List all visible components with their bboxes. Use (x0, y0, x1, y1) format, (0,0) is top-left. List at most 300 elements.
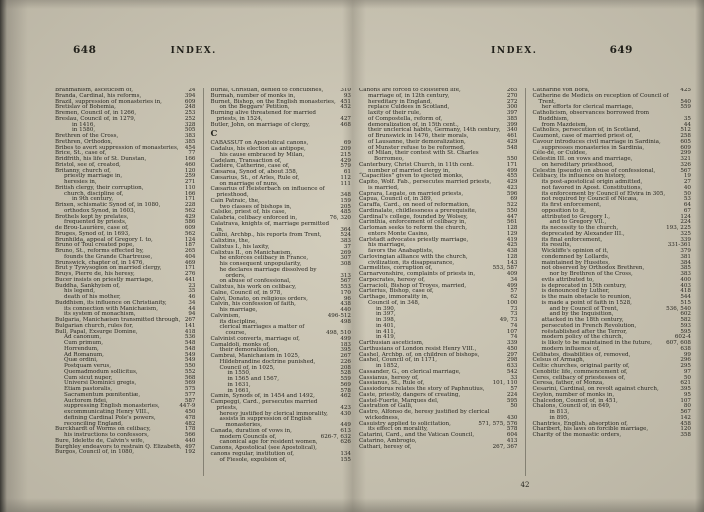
page-header-right (359, 44, 691, 58)
entry-text: its first enforcement, (541, 202, 602, 208)
entry-page-ref: 77 (188, 150, 196, 157)
entry-text: Cassander, G., on clerical marriage, (359, 368, 461, 375)
entry-page-ref: 515 (680, 299, 691, 306)
entry-text: in 398, (376, 317, 396, 323)
entry-text: in 895, (549, 414, 570, 421)
entry-page-ref: 96 (343, 295, 351, 302)
entry-text: his marriage, (368, 242, 406, 249)
entry-page-ref: 385 (184, 138, 196, 145)
entry-text: his consequent unpopularity, (219, 261, 302, 267)
entry-text: Branda, Cardinal, his reforms, (55, 92, 142, 99)
entry-text: Brunswick, chapter of, in 1476, (55, 259, 145, 266)
entry-page-ref: 183 (340, 341, 351, 348)
index-column-2 (203, 88, 352, 476)
entry-page-ref: 69 (510, 196, 518, 203)
entry-page-ref: 482 (184, 420, 196, 427)
entry-page-ref: 46 (188, 294, 196, 300)
entry-page-ref: 224 (680, 219, 691, 226)
entry-text: number of married clergy in, (368, 167, 451, 174)
entry-page-ref: 73 (510, 305, 518, 312)
entry-page-ref: 559 (340, 376, 351, 382)
entry-text: Casuistry applied to solicitation, (359, 420, 451, 427)
entry-page-ref: 609 (184, 98, 196, 105)
entry-text: Catherine de Medicis on reception of Council of Trent, (532, 92, 669, 105)
entry-page-ref: 595 (506, 397, 518, 404)
entry-text: Calatrava, knights of, marriage permitted in, (210, 220, 330, 233)
entry-text: Charibert, his laws on forcible marriage, (532, 426, 649, 433)
entry-text: Bruno of Toul created pope, (55, 242, 135, 249)
entry-text: death of his mother, (64, 294, 121, 300)
entry-page-ref: 61 (343, 169, 351, 175)
entry-page-ref: 331-361 (667, 242, 691, 249)
entry-page-ref: 607, 608 (666, 340, 691, 346)
entry-text: Calixtus, his work on celibacy, (210, 284, 297, 290)
entry-page-ref: 44 (188, 305, 196, 312)
entry-text: of Fiesole, expulsion of, (219, 456, 287, 463)
entry-page-ref: 110 (184, 184, 196, 191)
entry-page-ref: 267 (340, 353, 351, 359)
entry-page-ref: 449 (340, 422, 351, 428)
entry-page-ref: 540 (680, 98, 691, 105)
entry-text: Burghley endeavors to restrain Q. Elizabeth, (55, 443, 182, 450)
entry-page-ref: 458 (680, 420, 691, 427)
entry-page-ref: 447 (506, 213, 518, 220)
entry-page-ref: 313 (340, 272, 351, 279)
entry-text: Castration of Galli, (359, 403, 413, 410)
entry-page-ref: 208 (340, 364, 351, 371)
entry-text: Canada, duration of vows in, (210, 427, 292, 434)
entry-page-ref: 142 (680, 414, 691, 421)
entry-page-ref: 562 (184, 207, 196, 214)
entry-page-ref: 57 (510, 288, 518, 295)
entry-page-ref: 50 (683, 190, 691, 197)
entry-text: is married, (368, 184, 399, 191)
entry-text: assists in suppression of English monasteries, (219, 416, 312, 428)
entry-page-ref: 325 (680, 230, 691, 237)
entry-page-ref: 571, 575, 576 (478, 420, 518, 427)
entry-text: its necessity to the church, (541, 225, 619, 231)
entry-text: he enforces celibacy in France, (219, 255, 309, 262)
entry-page-ref: 497 (184, 443, 196, 450)
entry-page-ref: 120 (680, 426, 691, 433)
entry-text: is made a point of faith in 1528, (541, 299, 632, 306)
entry-page-ref: 559 (680, 104, 691, 111)
entry-text: Caprara, Legate, on married priests, (359, 190, 464, 197)
entry-text: Bulgaria, Manichæism transmitted through, (55, 317, 181, 323)
entry-page-ref: 53 (683, 196, 691, 203)
entry-page-ref: 536, 540 (666, 305, 691, 312)
entry-page-ref: 605 (680, 138, 691, 145)
entry-text: Brethren of the Cross, (55, 133, 119, 139)
entry-page-ref: 478 (184, 414, 196, 421)
entry-page-ref: 74 (510, 334, 518, 341)
entry-text: nor by Brethren of the Cross, (549, 271, 633, 277)
entry-page-ref: 423 (506, 184, 518, 191)
entry-page-ref: 328 (184, 121, 196, 128)
entry-text: Carmelites, corruption of, (359, 265, 433, 272)
entry-page-ref: 364 (340, 226, 351, 233)
entry-text: reconciling England, (64, 420, 123, 427)
entry-text: Burnet, Bishop, on the English monasteries, (210, 98, 336, 105)
entry-text: maintained by Hussites, (541, 259, 610, 266)
entry-text: Brothels kept by prelates, (55, 213, 129, 220)
entry-text: its final enforcement, (541, 236, 603, 243)
entry-text: Capito, Wolf. Fab., persecutes married priests, (359, 179, 492, 185)
entry-text: Etiam pastoralis, (64, 386, 113, 392)
index-entry (211, 458, 352, 464)
entry-page-ref: 93 (343, 92, 351, 99)
entry-text: in 813, (549, 409, 570, 415)
entry-page-ref: 155 (340, 456, 351, 463)
entry-text: church, discipline of, (64, 190, 124, 197)
entry-text: from Mazdeism, (541, 121, 588, 128)
entry-page-ref: 259 (184, 173, 196, 180)
entry-text: Cain Patraic, the, (210, 197, 260, 204)
entry-text: Carracioli, Bishop of Troyes, married, (359, 282, 467, 289)
entry-page-ref: 403 (680, 282, 691, 289)
entry-text: Bruys, Pierre de, his heresy, (55, 271, 135, 277)
entry-text: Carthusian asceticism, (359, 340, 424, 346)
entry-text: of Munster refuse to be reformed, (368, 144, 465, 151)
entry-page-ref: 430 (340, 410, 351, 417)
entry-text: in 1416, (72, 121, 96, 128)
entry-page-ref: 429 (184, 213, 196, 220)
entry-page-ref: 418 (184, 328, 196, 335)
entry-page-ref: 112 (340, 174, 351, 181)
entry-text: Catharine von Bora, (532, 88, 590, 93)
entry-page-ref: 97 (683, 368, 691, 375)
entry-text: is likely to be maintained in the future, (541, 340, 653, 346)
entry-page-ref: 23 (188, 282, 196, 289)
entry-text: and by the Inquisition, (549, 311, 614, 318)
entry-text: is denounced by Luther, (541, 288, 610, 295)
entry-text: favors the Anabaptists, (368, 248, 434, 254)
entry-text: is the main obstacle to reunion, (541, 294, 632, 300)
entry-text: Quæ ordini, (64, 357, 98, 364)
entry-page-ref: 505 (184, 127, 196, 134)
entry-text: Carlovingian alliance with the church, (359, 253, 468, 260)
entry-text: two classes of bishops in, (219, 203, 292, 210)
entry-text: in 1565 and 1567, (227, 376, 279, 382)
entry-text: on marriage of nuns, (219, 180, 279, 187)
entry-page-ref: 299 (680, 150, 691, 157)
entry-page-ref: 49, 73 (499, 317, 518, 323)
entry-text: Camaldoli, monks of, (210, 341, 270, 348)
entry-text: Carterius, Bishop, case of, (359, 288, 434, 295)
entry-text: its connection with Manichæism, (64, 305, 159, 312)
entry-page-ref: 567 (680, 409, 691, 415)
entry-page-ref: 438 (340, 301, 351, 308)
entry-page-ref: 124 (184, 236, 196, 243)
entry-page-ref: 429 (340, 157, 351, 164)
entry-text: Cesarini, Cardinal, on revolt against church, (532, 386, 659, 392)
entry-page-ref: 566 (184, 432, 196, 438)
entry-text: not observed by Orthodox Brethren, (541, 265, 645, 272)
entry-text: suppresses monasteries in Sardinia, (541, 144, 645, 151)
entry-page-ref: 348 (340, 192, 351, 198)
entry-page-ref: 253 (184, 110, 196, 116)
entry-page-ref: 252 (184, 115, 196, 122)
entry-page-ref: 413 (506, 437, 518, 444)
entry-page-ref: 383 (184, 133, 196, 139)
entry-text: Cambrai, Manichæism in 1025, (210, 353, 300, 359)
entry-text: its effect on morality, (368, 426, 428, 433)
entry-page-ref: 450 (506, 345, 518, 352)
entry-page-ref: 170 (340, 289, 351, 296)
entry-text: Cum sicut nuper, (64, 374, 113, 381)
entry-page-ref: 187 (184, 242, 196, 249)
entry-page-ref: 50 (683, 374, 691, 381)
entry-page-ref: 593 (680, 322, 691, 329)
entry-page-ref: 429 (506, 179, 518, 185)
entry-text: Ceres, celibacy of priestesses of, (532, 374, 626, 381)
entry-page-ref: 429 (506, 138, 518, 145)
entry-text: and to Gregory VII., (549, 219, 607, 226)
entry-page-ref: 468 (340, 121, 351, 128)
entry-text: Carthage, immorality in, (359, 294, 429, 300)
entry-text: Cadière, Catherine, case of, (210, 163, 290, 170)
entry-page-ref: 609 (184, 225, 196, 231)
entry-text: Camin, Synods of, in 1454 and 1492, (210, 393, 315, 400)
entry-text: British clergy, their corruption, (55, 184, 144, 191)
entry-text: Buddhism, its influence on Christianity, (55, 299, 167, 306)
index-entry (211, 111, 352, 123)
entry-page-ref: 522 (506, 202, 518, 208)
entry-text: his marriage, (219, 307, 258, 313)
entry-page-ref: 460 (184, 161, 196, 168)
entry-page-ref: 276 (184, 271, 196, 277)
entry-text: Buddha, Sankhyism of, (55, 282, 121, 289)
entry-text: Caraffa, Card., on need of reformation, (359, 202, 470, 208)
entry-page-ref: 552 (184, 368, 196, 375)
index-entry (533, 433, 692, 439)
entry-page-ref: 340 (506, 127, 518, 134)
index-entry (211, 400, 352, 412)
entry-page-ref: 425 (506, 242, 518, 249)
entry-text: in 1580, (72, 127, 96, 134)
entry-text: Chalons, Council of, in 649, (532, 403, 611, 410)
entry-text: Calixtins, the, (210, 238, 250, 244)
entry-text: Quemadmodum sollicitus, (64, 368, 138, 375)
entry-text: his legend, (64, 288, 95, 295)
entry-page-ref: 64 (683, 202, 691, 208)
entry-page-ref: 438 (506, 248, 518, 254)
entry-page-ref: 440 (184, 437, 196, 444)
entry-text: Cadalus, his election as antipope, (210, 146, 306, 152)
entry-text: in 419, (376, 334, 396, 341)
index-column-4 (525, 88, 692, 476)
entry-page-ref: 544 (680, 294, 691, 300)
entry-page-ref: 548 (506, 144, 518, 151)
entry-page-ref: 107 (506, 328, 518, 335)
entry-text: its results, (541, 242, 572, 249)
entry-page-ref: 270 (506, 92, 518, 99)
entry-page-ref: 548 (184, 345, 196, 352)
entry-text: not favored in Apost. Constitutions, (541, 184, 643, 191)
entry-text: Bulgarian church, rules for, (55, 322, 134, 329)
entry-text: Catholics, persecution of, in Scotland, (532, 127, 641, 134)
entry-page-ref: 50 (510, 403, 518, 410)
entry-page-ref: 447-9 (179, 403, 196, 410)
entry-text: canons regular, institution of, (210, 450, 295, 457)
entry-page-ref: 67 (683, 207, 691, 214)
entry-page-ref: 469 (184, 259, 196, 266)
entry-text: of Brunswick in 1476, their morals, (368, 133, 469, 139)
entry-page-ref: 418 (680, 288, 691, 295)
entry-page-ref: 575 (184, 386, 196, 392)
entry-page-ref: 267 (184, 317, 196, 323)
entry-page-ref: 440 (340, 307, 351, 313)
entry-text: is deprecated in 15th century, (541, 282, 627, 289)
entry-text: Cassiodorus relates the story of Paphnutius, (359, 386, 485, 392)
entry-text: Bruges, Synod of, in 1693, (55, 230, 131, 237)
entry-page-ref: 542 (506, 368, 518, 375)
entry-page-ref: 395 (680, 386, 691, 392)
entry-page-ref: 567 (680, 167, 691, 174)
entry-page-ref: 404 (184, 253, 196, 260)
entry-page-ref: 296 (680, 357, 691, 364)
entry-text: Cardinalate, childlessness a prerequisite, (359, 207, 477, 214)
entry-page-ref: 586 (184, 219, 196, 226)
entry-page-ref: 450 (184, 409, 196, 415)
entry-text: Celibacy, its influence on history, (532, 173, 626, 180)
entry-text: Cadelam, Transaction of, (210, 157, 282, 164)
entry-text: replace Culdees in Scotland, (368, 104, 450, 111)
entry-text: Bremen, Council of, in 1266, (55, 110, 137, 116)
entry-text: Burial, Christian, denied to concubines, (210, 88, 324, 93)
page-header-left (55, 44, 351, 58)
entry-text: Carpocrates, heresy of, (359, 276, 426, 283)
entry-page-ref: 272 (506, 98, 518, 105)
entry-page-ref: 399 (506, 121, 518, 128)
entry-text: evils attributed to, (541, 276, 594, 283)
entry-text: Canterbury, Christ Church, in 11th cent. (359, 161, 474, 168)
entry-text: Universi Dominici gregis, (64, 380, 137, 387)
entry-text: demoralization of, in 15th cent., (368, 121, 459, 128)
page-number-left: 648 (73, 44, 97, 56)
entry-text: Calixtus II., on Manichæism, (210, 249, 293, 256)
entry-page-ref: 269 (340, 249, 351, 256)
entry-text: Council of, in 1025, (219, 364, 275, 371)
entry-text: attacked in the 18th century, (541, 317, 624, 323)
page-number-right: 649 (609, 44, 633, 56)
entry-page-ref: 383 (680, 271, 691, 277)
entry-page-ref: 205 (340, 203, 351, 210)
entry-text: Cashel, Archbp. of, on children of bishops, (359, 351, 480, 358)
entry-text: Ceresa, father, of Monza, (532, 380, 604, 387)
entry-text: in 397, (376, 311, 396, 318)
entry-text: Bribes to avert suppression of monasteries, (55, 144, 179, 151)
entry-text: Postquam verus, (64, 363, 112, 369)
entry-page-ref: 57 (510, 386, 518, 392)
entry-text: Catarini, Card., and the Vatican Council, (359, 432, 475, 438)
entry-text: Celibates, disabilities of, removed, (532, 351, 631, 358)
entry-page-ref: 499 (340, 335, 351, 342)
entry-page-ref: 596 (506, 190, 518, 197)
entry-text: attributed to Gregory I., (541, 213, 611, 220)
entry-page-ref: 37 (343, 243, 351, 250)
entry-text: not required by Council of Nicæa, (541, 196, 639, 203)
entry-page-ref: 80 (683, 403, 691, 410)
entry-page-ref: 265 (506, 88, 518, 93)
entry-text: on the Beggars' Petition, (219, 104, 290, 111)
entry-text: clerical marriages a matter of course, (219, 324, 305, 336)
entry-text: Castel-Fuerte, Marques del, (359, 397, 439, 404)
entry-page-ref: 33 (510, 374, 518, 381)
index-column-3 (359, 88, 525, 476)
entry-text: Cæsarius of Heisterbach on influence of priesthood, (210, 186, 325, 198)
entry-page-ref: 134 (340, 450, 351, 457)
entry-page-ref: 499 (506, 167, 518, 174)
entry-text: Hildebrandine doctrine punished, (219, 358, 316, 365)
entry-text: their demoralization, (219, 347, 280, 354)
entry-page-ref: 94 (188, 311, 196, 318)
entry-text: its discipline, (219, 318, 258, 325)
entry-text: Cæsarea, Synod of, about 358, (210, 169, 298, 175)
entry-text: Auctorem fidei, (64, 397, 108, 404)
index-column-1 (55, 88, 203, 476)
entry-text: Canons, Apostolical (see Apostolical), (210, 445, 317, 451)
entry-text: heresy justified by clerical immorality, (219, 410, 328, 417)
entry-page-ref: 498 (340, 318, 351, 325)
entry-text: hereditary in England, (368, 98, 432, 105)
entry-page-ref: 561 (506, 219, 518, 226)
entry-text: Bure, Idelette de, Calvin's wife, (55, 437, 145, 444)
entry-text: in 1550, (227, 370, 251, 377)
page-648 (55, 44, 351, 476)
entry-text: Calabria, celibacy enforced in, (210, 215, 298, 221)
columns-right-page (359, 88, 691, 476)
entry-page-ref: 308 (340, 261, 351, 267)
entry-text: of Compostella, reform of, (368, 115, 443, 122)
entry-text: CABASSUT on Apostolical canons, (210, 140, 309, 147)
entry-text: Bristol, see of, created, (55, 161, 121, 168)
index-entry (55, 450, 196, 456)
entry-page-ref: 192 (184, 449, 196, 456)
entry-text: Bucer insists on priestly marriage, (55, 276, 154, 283)
entry-page-ref: 553 (340, 284, 351, 290)
entry-text: Brazil, suppression of monasteries in, (55, 98, 162, 105)
entry-text: Cassianus, St., Rule of, (359, 380, 425, 387)
entry-page-ref: 427 (340, 115, 351, 122)
entry-page-ref: 124 (680, 213, 691, 220)
entry-page-ref: 271 (184, 179, 196, 185)
entry-page-ref: 298 (506, 357, 518, 364)
entry-text: Calsike, priest of, his case, (210, 209, 287, 216)
entry-page-ref: 550 (506, 207, 518, 214)
entry-text: Calvin, his confession of faith, (210, 301, 296, 308)
entry-text: de Brou-Laurière, case of, (55, 225, 129, 231)
entry-page-ref: 587 (184, 397, 196, 404)
entry-page-ref: 638 (680, 345, 691, 352)
running-head-left: INDEX. (170, 46, 217, 56)
entry-text: in 411, (376, 328, 396, 335)
entry-text: Céle-dé, or Culdee, (532, 150, 587, 157)
entry-text: Cenobitic life, commencement of, (532, 368, 628, 375)
entry-page-ref: 451 (340, 98, 351, 105)
entry-text: opposition to it, (541, 207, 587, 214)
entry-page-ref: 454 (184, 144, 196, 151)
entry-text: Chantries, English, absorption of, (532, 420, 628, 427)
entry-page-ref: 248 (184, 104, 196, 111)
entry-page-ref: 40 (683, 184, 691, 191)
entry-page-ref: 24 (188, 88, 196, 93)
entry-text: Cathari, heresy of, (359, 443, 412, 450)
entry-page-ref: 626-7, 632 (320, 433, 351, 440)
entry-text: Celestin III. on vows and marriage, (532, 156, 633, 162)
entry-text: in 1631, (227, 381, 251, 388)
entry-page-ref: 69 (343, 140, 351, 147)
